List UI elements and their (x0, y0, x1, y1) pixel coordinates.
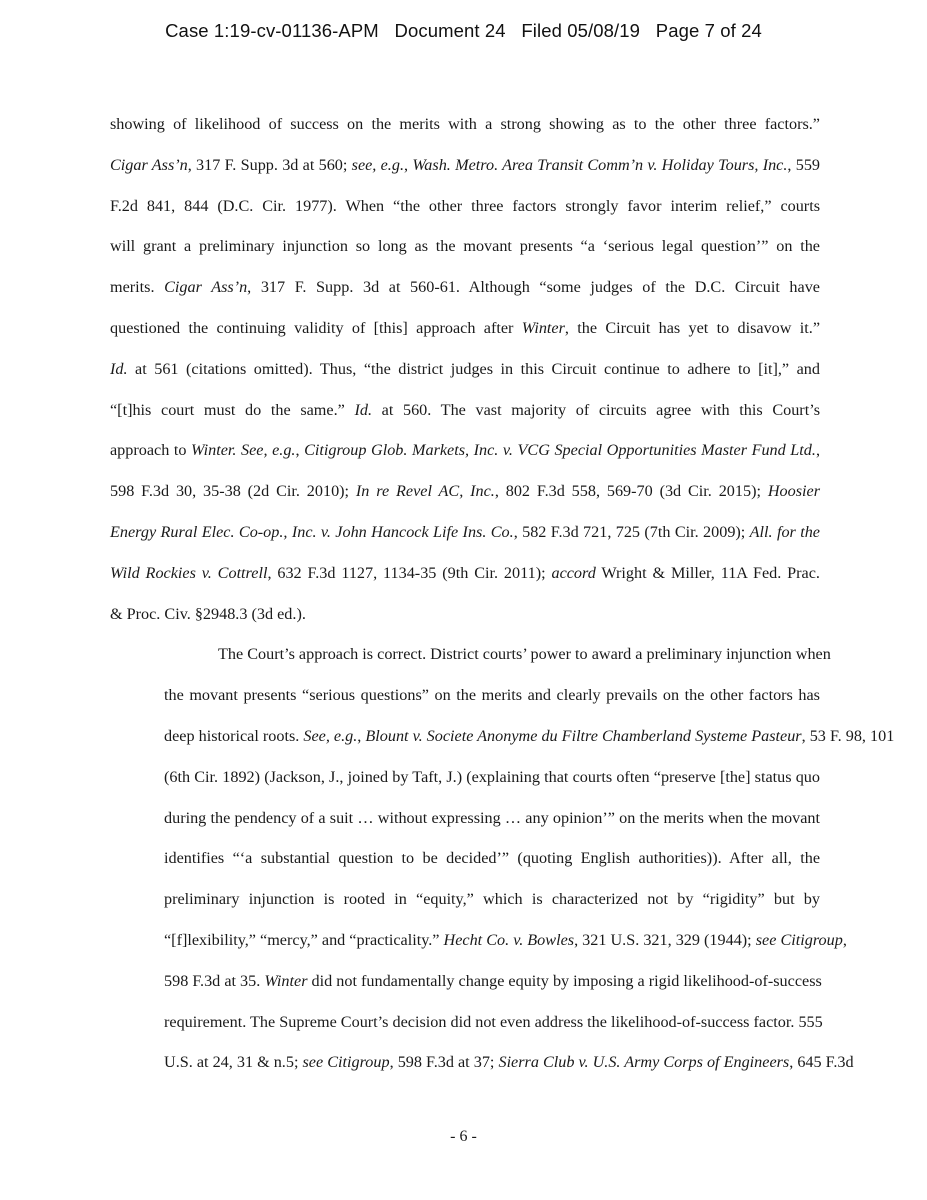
text-segment: , 317 F. Supp. 3d at 560-61. Although “some judges of the D.C. Circuit have (247, 278, 820, 297)
document-number: Document 24 (394, 20, 506, 41)
ecf-filing-header (0, 20, 927, 42)
text-line (110, 553, 820, 594)
text-line (110, 512, 820, 553)
text-segment: F.2d 841, 844 (D.C. Cir. 1977). When “the other three factors strongly favor interim relief,” courts (110, 196, 820, 215)
italic-citation: see, e.g. (351, 155, 404, 174)
italic-citation: Winter (264, 971, 308, 990)
text-line (110, 104, 820, 145)
text-segment: deep historical roots. (164, 726, 304, 745)
text-line (110, 920, 847, 961)
italic-citation: Hecht Co. v. Bowles (443, 930, 575, 949)
text-line (110, 308, 820, 349)
text-line (110, 349, 820, 390)
text-segment: at 560. The vast majority of circuits agree with this Court’s (372, 400, 820, 419)
page-count: Page 7 of 24 (655, 20, 762, 41)
italic-citation: Citigroup Glob. Markets, Inc. v. VCG Special Opportunities Master Fund Ltd. (304, 441, 816, 460)
text-segment: & Proc. Civ. §2948.3 (3d ed.). (110, 604, 306, 623)
text-line (110, 594, 820, 635)
italic-citation: Wild Rockies v. Cottrell (110, 563, 268, 582)
filed-date: Filed 05/08/19 (521, 20, 641, 41)
text-segment: , 802 F.3d 558, 569-70 (3d Cir. 2015); (494, 482, 768, 501)
italic-citation: accord (551, 563, 596, 582)
text-segment: , 559 (787, 155, 821, 174)
text-segment: “[f]lexibility,” “mercy,” and “practicality.” (164, 930, 444, 949)
text-segment: merits. (110, 278, 165, 297)
italic-citation: Cigar Ass’n (164, 278, 248, 297)
text-segment: Wright & Miller, 11A Fed. Prac. (595, 563, 820, 582)
text-segment: , the Circuit has yet to disavow it.” (564, 318, 820, 337)
text-segment: The Court’s approach is correct. District courts’ power to award a preliminary injunction when (218, 645, 831, 664)
text-segment: at 561 (citations omitted). Thus, “the district judges in this Circuit continue to adhere to [it],” and (127, 359, 820, 378)
text-segment: U.S. at 24, 31 & n.5; (164, 1053, 303, 1072)
text-segment: , 582 F.3d 721, 725 (7th Cir. 2009); (513, 522, 750, 541)
text-line (110, 879, 820, 920)
text-line (110, 226, 820, 267)
text-segment: 598 F.3d at 35. (164, 971, 265, 990)
italic-citation: Wash. Metro. Area Transit Comm’n v. Holiday Tours, Inc. (412, 155, 788, 174)
italic-citation: Id. (110, 359, 128, 378)
text-segment: will grant a preliminary injunction so long as the movant presents “a ‘serious legal question’” on the (110, 237, 820, 256)
text-line (110, 716, 895, 757)
text-segment: , 317 F. Supp. 3d at 560; (187, 155, 352, 174)
italic-citation: Cigar Ass’n (110, 155, 188, 174)
document-body (110, 104, 895, 1083)
text-segment: , 53 F. 98, 101 (801, 726, 895, 745)
text-segment: during the pendency of a suit … without expressing … any opinion’” on the merits when the movant (164, 808, 820, 827)
text-segment: , 321 U.S. 321, 329 (1944); (574, 930, 756, 949)
italic-citation: See, e.g. (303, 726, 358, 745)
text-line (110, 267, 820, 308)
text-segment: preliminary injunction is rooted in “equity,” which is characterized not by “rigidity” but by (164, 890, 820, 909)
text-line (110, 471, 820, 512)
text-line (110, 634, 831, 675)
italic-citation: Sierra Club v. U.S. Army Corps of Engineers (498, 1053, 790, 1072)
text-segment: , (295, 441, 305, 460)
text-segment: , (404, 155, 413, 174)
text-line (110, 675, 820, 716)
text-line (110, 145, 820, 186)
text-segment: did not fundamentally change equity by imposing a rigid likelihood-of-success (307, 971, 822, 990)
text-line (110, 186, 820, 227)
text-line (110, 838, 820, 879)
italic-citation: Winter. See, e.g. (191, 441, 296, 460)
text-segment: (6th Cir. 1892) (Jackson, J., joined by Taft, J.) (explaining that courts often “preserve [the] status quo (164, 767, 820, 786)
text-segment: , (842, 930, 847, 949)
text-line (110, 757, 820, 798)
page-number: - 6 - (450, 1128, 477, 1145)
text-segment: , 645 F.3d (789, 1053, 854, 1072)
text-segment: identifies “‘a substantial question to be decided’” (quoting English authorities)). After all, the (164, 849, 820, 868)
text-segment: , (815, 441, 820, 460)
italic-citation: Id. (354, 400, 372, 419)
italic-citation: Winter (521, 318, 565, 337)
case-number: Case 1:19-cv-01136-APM (165, 20, 379, 41)
text-segment: , (357, 726, 366, 745)
italic-citation: see Citigroup (755, 930, 843, 949)
text-line (110, 430, 820, 471)
text-line (110, 1002, 823, 1043)
paragraph (110, 104, 820, 634)
text-segment: , 632 F.3d 1127, 1134-35 (9th Cir. 2011); (267, 563, 552, 582)
text-segment: approach to (110, 441, 192, 460)
text-segment: 598 F.3d 30, 35-38 (2d Cir. 2010); (110, 482, 356, 501)
text-segment: “[t]his court must do the same.” (110, 400, 355, 419)
text-segment: showing of likelihood of success on the merits with a strong showing as to the other three factors.” (110, 115, 820, 133)
text-segment: questioned the continuing validity of [this] approach after (110, 318, 522, 337)
text-line (110, 798, 820, 839)
paragraph (110, 634, 895, 1083)
italic-citation: In re Revel AC, Inc. (355, 482, 495, 501)
italic-citation: All. for the (749, 522, 820, 541)
text-line (110, 390, 820, 431)
text-line (110, 1042, 854, 1083)
text-segment: , 598 F.3d at 37; (389, 1053, 499, 1072)
text-line (110, 961, 820, 1002)
italic-citation: Blount v. Societe Anonyme du Filtre Chamberland Systeme Pasteur (365, 726, 802, 745)
text-segment: the movant presents “serious questions” on the merits and clearly prevails on the other factors has (164, 686, 820, 705)
italic-citation: Energy Rural Elec. Co-op., Inc. v. John Hancock Life Ins. Co. (110, 522, 514, 541)
italic-citation: see Citigroup (302, 1053, 390, 1072)
italic-citation: Hoosier (767, 482, 821, 501)
text-segment: requirement. The Supreme Court’s decision did not even address the likelihood-of-success factor. 555 (164, 1012, 823, 1031)
